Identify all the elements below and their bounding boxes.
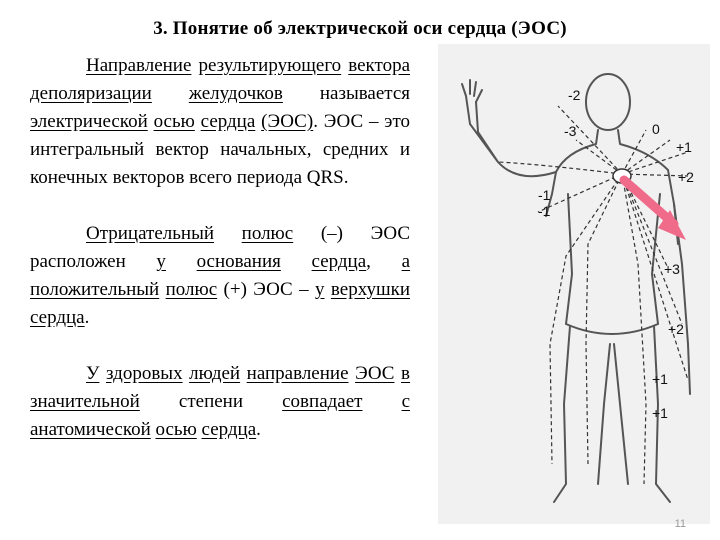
underlined-text: у: [315, 279, 325, 300]
lead-label: +1: [676, 139, 692, 155]
lead-label: 0: [652, 121, 660, 137]
head: [586, 74, 630, 130]
underlined-text: совпадает: [282, 391, 363, 412]
underlined-text: деполяризации: [30, 83, 152, 104]
text-run: [283, 83, 320, 104]
raised-arm: [466, 96, 556, 176]
text-run: [191, 55, 198, 76]
lead-label: -1: [538, 203, 551, 219]
text-column: [30, 52, 410, 444]
underlined-text: сердца: [30, 307, 85, 328]
text-run: называется: [319, 83, 411, 104]
underlined-text: направление: [246, 363, 349, 384]
underlined-text: верхушки: [330, 279, 411, 300]
text-run: [362, 391, 401, 412]
lead-label: -2: [568, 87, 581, 103]
text-run: .: [256, 419, 261, 440]
underlined-text: У: [86, 363, 100, 384]
text-run: [214, 223, 242, 244]
underlined-text: положительный: [30, 279, 160, 300]
paragraph-healthy: [30, 360, 410, 444]
text-run: .: [84, 307, 90, 328]
lead-label: -3: [564, 123, 577, 139]
underlined-text: ЭОС: [355, 363, 395, 384]
body-diagram: [438, 44, 710, 524]
text-run: (+) ЭОС –: [217, 279, 315, 300]
underlined-text: результирующего: [198, 55, 342, 76]
underlined-text: Направление: [86, 55, 192, 76]
underlined-text: сердца: [201, 419, 257, 440]
underlined-text: осью: [155, 419, 197, 440]
underlined-text: (ЭОС): [261, 111, 314, 132]
lead-label: -1: [538, 187, 551, 203]
underlined-text: полюс: [165, 279, 218, 300]
underlined-text: вектора: [348, 55, 411, 76]
underlined-text: сердца: [200, 111, 256, 132]
lead-label: +1: [652, 405, 668, 421]
underlined-text: анатомической: [30, 419, 151, 440]
raised-hand: [462, 80, 482, 102]
text-run: степени: [139, 391, 283, 412]
underlined-text: электрической: [30, 111, 148, 132]
underlined-text: желудочков: [188, 83, 283, 104]
lead-label: +3: [664, 261, 680, 277]
lead-label: +2: [668, 321, 684, 337]
paragraph-definition: [30, 52, 410, 192]
heart-axis-figure: [438, 44, 710, 524]
text-run: [281, 251, 312, 272]
lead-label: +2: [678, 169, 694, 185]
page-number: 11: [674, 518, 686, 530]
paragraph-poles: [30, 220, 410, 332]
lead-label: +1: [652, 371, 668, 387]
slide-title: 3. Понятие об электрической оси сердца (ЭОС): [153, 18, 567, 39]
text-run: . ЭОС – это интегральный вектор начальных, средних и конечных векторов всего периода QRS.: [30, 111, 411, 188]
text-run: [166, 251, 197, 272]
torso: [546, 130, 678, 334]
underlined-text: с: [401, 391, 411, 412]
underlined-text: а: [401, 251, 411, 272]
underlined-text: значительной: [30, 391, 140, 412]
text-run: ,: [366, 251, 402, 272]
underlined-text: полюс: [241, 223, 294, 244]
underlined-text: сердца: [311, 251, 367, 272]
underlined-text: Отрицательный: [86, 223, 215, 244]
text-run: [152, 83, 189, 104]
underlined-text: у: [156, 251, 166, 272]
underlined-text: основания: [196, 251, 281, 272]
underlined-text: людей: [189, 363, 241, 384]
underlined-text: в: [401, 363, 410, 384]
underlined-text: осью: [153, 111, 195, 132]
underlined-text: здоровых: [106, 363, 183, 384]
text-run: (–) ЭОС расположен: [30, 223, 410, 272]
